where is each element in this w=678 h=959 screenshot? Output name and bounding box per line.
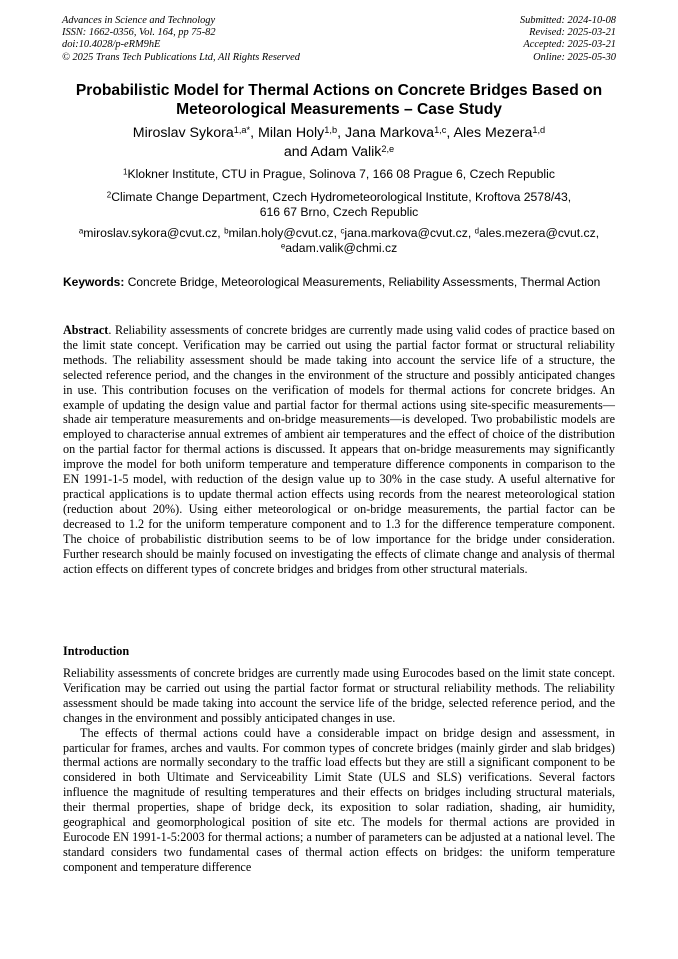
author-name: Miroslav Sykora <box>132 125 234 141</box>
journal-issn: ISSN: 1662-0356, Vol. 164, pp 75-82 <box>62 27 216 39</box>
email-link[interactable]: miroslav.sykora@cvut.cz <box>83 226 218 240</box>
author-name: Adam Valik <box>310 144 382 160</box>
affiliation-2: $^2$Climate Change Department, Czech Hydrometeorological Institute, Kroftova 2578/43, 616 67 Brno, Czech Republic <box>106 190 572 219</box>
author-list: Miroslav Sykora$^{1,a*}$, Milan Holy$^{1,b}$, Jana Markova$^{1,c}$, Ales Mezera$^{1,d}$ and Adam Valik$^{2,e}$ <box>132 124 546 160</box>
dates-header <box>520 15 616 64</box>
email-link[interactable]: milan.holy@cvut.cz <box>228 226 334 240</box>
section-heading-introduction: Introduction <box>63 644 130 658</box>
date-online: Online: 2025-05-30 <box>533 51 616 63</box>
email-link[interactable]: ales.mezera@cvut.cz <box>479 226 596 240</box>
journal-header <box>62 15 300 64</box>
journal-copyright: © 2025 Trans Tech Publications Ltd, All Rights Reserved <box>62 51 300 63</box>
keywords-label: Keywords: <box>63 275 125 289</box>
date-submitted: Submitted: 2024-10-08 <box>519 15 616 26</box>
journal-doi: doi:10.4028/p-eRM9hE <box>62 39 161 51</box>
keywords-text: Concrete Bridge, Meteorological Measurements, Reliability Assessments, Thermal Action <box>127 275 601 289</box>
date-revised: Revised: 2025-03-21 <box>529 27 616 39</box>
title-line-2: Meteorological Measurements – Case Study <box>176 101 502 118</box>
paper-title <box>40 81 638 119</box>
author-name: Jana Markova <box>344 125 435 141</box>
abstract-text: . Reliability assessments of concrete bridges are currently made using valid codes of practice based on the limit state concept. Verification may be carried out using the partial factor format or structural reliability methods. The reliability assessment should be made taking into account the service life of a structure, the selected reference period, and the changes in the environment of the structure and possibly anticipated changes in use. This contribution focuses on the verification of models for thermal actions for concrete bridges. An example of updating the design value and partial factor for thermal actions using site-specific measurements—shade air temperature measurements and on-bridge measurements—is developed. Two probabilistic models are employed to characterise annual extremes of ambient air temperatures and the effect of choice of the distribution on the partial factor for thermal actions is discussed. It appears that on-bridge measurements may significantly improve the model for both uniform temperature and temperature difference components in comparison to the EN 1991-1-5 model, with reduction of the design value up to 30% in the case study. A useful alternative for practical applications is to update thermal action effects using records from the nearest meteorological station (reduction about 20%). Using either meteorological or on-bridge measurements, the partial factor can be decreased to 1.2 for the uniform temperature component and to 1.3 for the difference temperature component. The choice of probabilistic distribution seems to be of low importance for the bridge under consideration. Further research should be mainly focused on investigating the effects of climate change and analysis of thermal action effects on different types of concrete bridges and bridges from other structural materials. <box>63 323 615 576</box>
author-affiliation-mark: 1,d <box>532 124 546 135</box>
paragraph: The effects of thermal actions could have a considerable impact on bridge design and assessment, in particular for frames, arches and vaults. For common types of concrete bridges (mainly girder and slab bridges) thermal actions are normally secondary to the traffic load effects but they are still a significant component to be considered in both Ultimate and Serviceability Limit State (ULS and SLS) verifications. Several factors influence the magnitude of resulting temperatures and their effects on bridges including structural materials, their thermal properties, shape of bridge deck, its exposition to solar radiation, shading, air humidity, geographical and geomorphological position of site etc. The models for thermal actions are provided in Eurocode EN 1991-1-5:2003 for thermal actions; a number of parameters can be adjusted at a national level. The standard considers two fundamental cases of thermal action effects on bridges: the uniform temperature component and temperature difference <box>63 725 615 874</box>
paragraph: Reliability assessments of concrete bridges are currently made using Eurocodes based on the limit state concept. Verification may be carried out using the partial factor format or structural reliability methods. The reliability assessment should be made taking into account the service life of the bridge, selected reference period, and the changes in the environment and possibly anticipated changes in use. <box>63 666 615 725</box>
introduction-body <box>63 666 615 875</box>
email-link[interactable]: jana.markova@cvut.cz <box>344 226 468 240</box>
keywords <box>63 275 615 289</box>
author-name: Ales Mezera <box>453 125 533 141</box>
abstract <box>63 323 615 576</box>
affiliation-1: $^1$Klokner Institute, CTU in Prague, Solinova 7, 166 08 Prague 6, Czech Republic <box>123 167 555 181</box>
author-affiliation-mark: 1,a* <box>233 124 251 135</box>
email-list: $^a$miroslav.sykora@cvut.cz, $^b$milan.holy@cvut.cz, $^c$jana.markova@cvut.cz, $^d$ales.mezera@cvut.cz, $^e$adam.valik@chmi.cz <box>78 226 600 255</box>
abstract-label: Abstract <box>63 323 109 337</box>
date-accepted: Accepted: 2025-03-21 <box>523 39 616 51</box>
author-affiliation-mark: 2,e <box>381 143 395 154</box>
author-affiliation-mark: 1,b <box>324 124 338 135</box>
author-name: Milan Holy <box>258 125 325 141</box>
title-line-1: Probabilistic Model for Thermal Actions on Concrete Bridges Based on <box>75 82 603 99</box>
email-link[interactable]: adam.valik@chmi.cz <box>285 241 398 255</box>
journal-name: Advances in Science and Technology <box>62 15 216 26</box>
author-affiliation-mark: 1,c <box>434 124 447 135</box>
